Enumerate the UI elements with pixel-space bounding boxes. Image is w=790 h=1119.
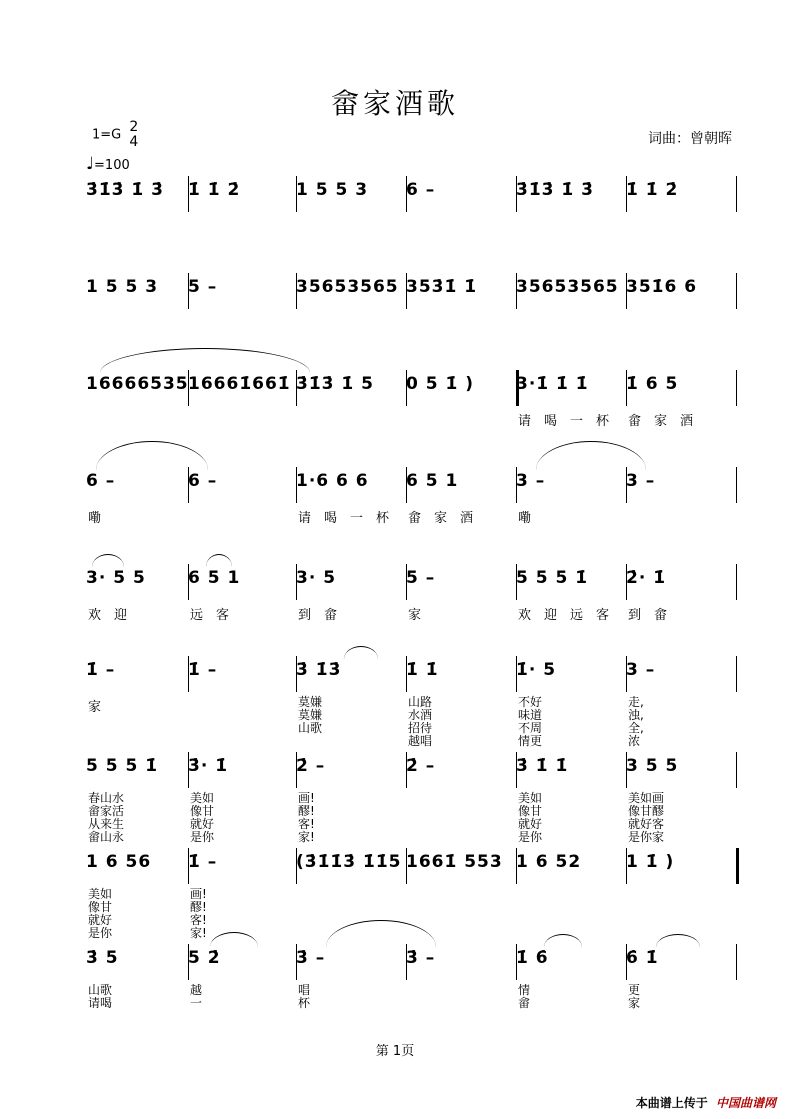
lyric-text: 请喝一杯 [298,511,403,526]
measure-notes: 1 6 52 [516,852,582,872]
measure-notes: 6 5 1 [406,471,459,491]
measure-notes: 1661̇ 553 [406,852,503,872]
lyric-text: 走, 浊, 全, 浓 [628,695,644,748]
lyric-text: 家 [408,608,435,623]
measure-notes: 1̇ – [86,660,116,680]
measure-notes: 1 5 5 3 [86,277,159,297]
slur-mark [344,646,378,659]
slur-mark [96,441,208,470]
measure-notes: 6 – [406,180,436,200]
barline [736,656,737,692]
measure-notes: 3 – [626,660,656,680]
song-title: 畲家酒歌 [330,87,459,120]
measure-notes: 1̇ 1̇ 2̇ [626,180,679,200]
measure-notes: 6 – [86,471,116,491]
measure-notes: 3· 5 5 [86,568,146,588]
upload-text: 本曲谱上传于 [635,1096,708,1110]
measure-notes: 353̇1̇ 1̇ [406,277,478,297]
lyric-text: 家 [88,700,115,715]
barline [736,944,737,980]
lyric-text: 请喝一杯 [518,414,623,429]
lyric-text: 山歌 请喝 [88,983,113,1010]
page-number: 第 1页 [375,1044,415,1059]
measure-notes: 3̇ 5 [86,948,119,968]
time-signature [129,120,138,150]
measure-notes: 3 5 5 [626,756,679,776]
slur-mark [92,554,124,567]
key-signature [92,120,138,150]
measure-notes: 3̇· 1̇ [188,756,229,776]
lyric-text: 到畲 [298,608,351,623]
measure-notes: 3̇ – [406,948,436,968]
measure-notes: 3· 5 [296,568,337,588]
slur-mark [536,441,646,470]
lyric-text: 美如画 像甘醪 就好客 是你家 [628,791,665,844]
barline [736,370,737,406]
quarter-note-icon: ♩ [86,154,95,174]
measure-notes: 0 5 1̇ ) [406,374,475,394]
measure-notes: 1̇· 5 [516,660,557,680]
tempo-marking [86,154,130,174]
measure-notes: 5 – [188,277,218,297]
barline [736,848,739,884]
lyric-text: 欢迎远客 [518,608,623,623]
measure-notes: 1̇ 1̇ [406,660,439,680]
measure-notes: 35653565 [516,277,619,297]
tempo-value: =100 [94,158,130,173]
lyric-text: 美如 像甘 就好 是你 [88,887,113,940]
slur-mark [326,920,436,947]
measure-notes: 16661̇661̇ [188,374,291,394]
measure-notes: 3̇1̇3̇ 1̇ 5 [296,374,374,394]
lyric-text: 画! 醪! 客! 家! [190,887,207,940]
lyric-text: 到畲 [628,608,681,623]
measure-notes: 6 5 1 [188,568,241,588]
time-numerator: 2 [129,119,139,135]
measure-notes: 1 1̇ ) [626,852,675,872]
measure-notes: 1·6 6 6 [296,471,369,491]
measure-notes: 3̇1̇3̇ 1̇ 3̇ [516,180,594,200]
lyric-text: 更 家 [628,983,641,1010]
lyric-text: 不好 味道 不周 情更 [518,695,543,748]
measure-notes: 5 5 5 1̇ [516,568,589,588]
measure-notes: 1̇ 1̇ 2̇ [188,180,241,200]
lyric-text: 画! 醪! 客! 家! [298,791,315,844]
measure-notes: 351̇6 6 [626,277,698,297]
lyric-text: 美如 像甘 就好 是你 [190,791,215,844]
measure-notes: 1 5 5 3 [296,180,369,200]
site-logo: 中国曲谱网 [715,1096,776,1110]
slur-mark [210,932,258,947]
lyric-text: 嘞 [518,511,545,526]
lyric-text: 畲家酒 [408,511,487,526]
lyric-text: 嘞 [88,511,115,526]
barline [736,752,737,788]
measure-notes: 35653565 [296,277,399,297]
measure-notes: 3 – [626,471,656,491]
measure-notes: 2̇ – [406,756,436,776]
measure-notes: (3̇1̇1̇3̇ 1̇1̇5 [296,852,402,872]
measure-notes: 5 2̇ [188,948,221,968]
upload-credit [636,1094,776,1111]
measure-notes: 2̇· 1̇ [626,568,667,588]
measure-notes: 6̇ 1̇ [626,948,659,968]
lyric-text: 山路 水酒 招待 越唱 [408,695,433,748]
lyric-text: 远客 [190,608,243,623]
time-denominator: 4 [129,134,139,150]
lyric-text: 莫嫌 莫嫌 山歌 [298,695,323,735]
measure-notes: 5 5 5 1̇ [86,756,159,776]
slur-mark [206,554,232,567]
slur-mark [544,934,582,947]
lyric-text: 美如 像甘 就好 是你 [518,791,543,844]
measure-notes: 6 – [188,471,218,491]
measure-notes: 1̇ 6̇ [516,948,549,968]
lyric-text: 情 畲 [518,983,531,1010]
barline [736,273,737,309]
measure-notes: 1̇ – [188,660,218,680]
lyric-text: 越 一 [190,983,203,1010]
measure-notes: 3·1̇ 1̇ 1̇ [516,374,589,394]
measure-notes: 5 – [406,568,436,588]
barline [736,564,737,600]
barline [736,467,737,503]
composer-credit: 词曲：曾朝晖 [648,131,732,147]
measure-notes: 3̇ 1̇3̇ [296,660,342,680]
measure-notes: 1 6 56 [86,852,152,872]
lyric-text: 欢迎 [88,608,141,623]
lyric-text: 唱 杯 [298,983,311,1010]
lyric-text: 畲家酒 [628,414,707,429]
slur-mark [100,348,310,373]
measure-notes: 3̇1̇3̇ 1̇ 3̇ [86,180,164,200]
key-label: 1=G [92,127,122,143]
slur-mark [656,934,700,947]
measure-notes: 3 – [516,471,546,491]
measure-notes: 1̇ – [188,852,218,872]
measure-notes: 2̇ – [296,756,326,776]
lyric-text: 春山水 畲家活 从来生 畲山永 [88,791,125,844]
measure-notes: 3̇ – [296,948,326,968]
measure-notes: 16666535 [86,374,189,394]
measure-notes: 1̇ 6 5 [626,374,679,394]
measure-notes: 3̇ 1̇ 1̇ [516,756,569,776]
barline [736,176,737,212]
